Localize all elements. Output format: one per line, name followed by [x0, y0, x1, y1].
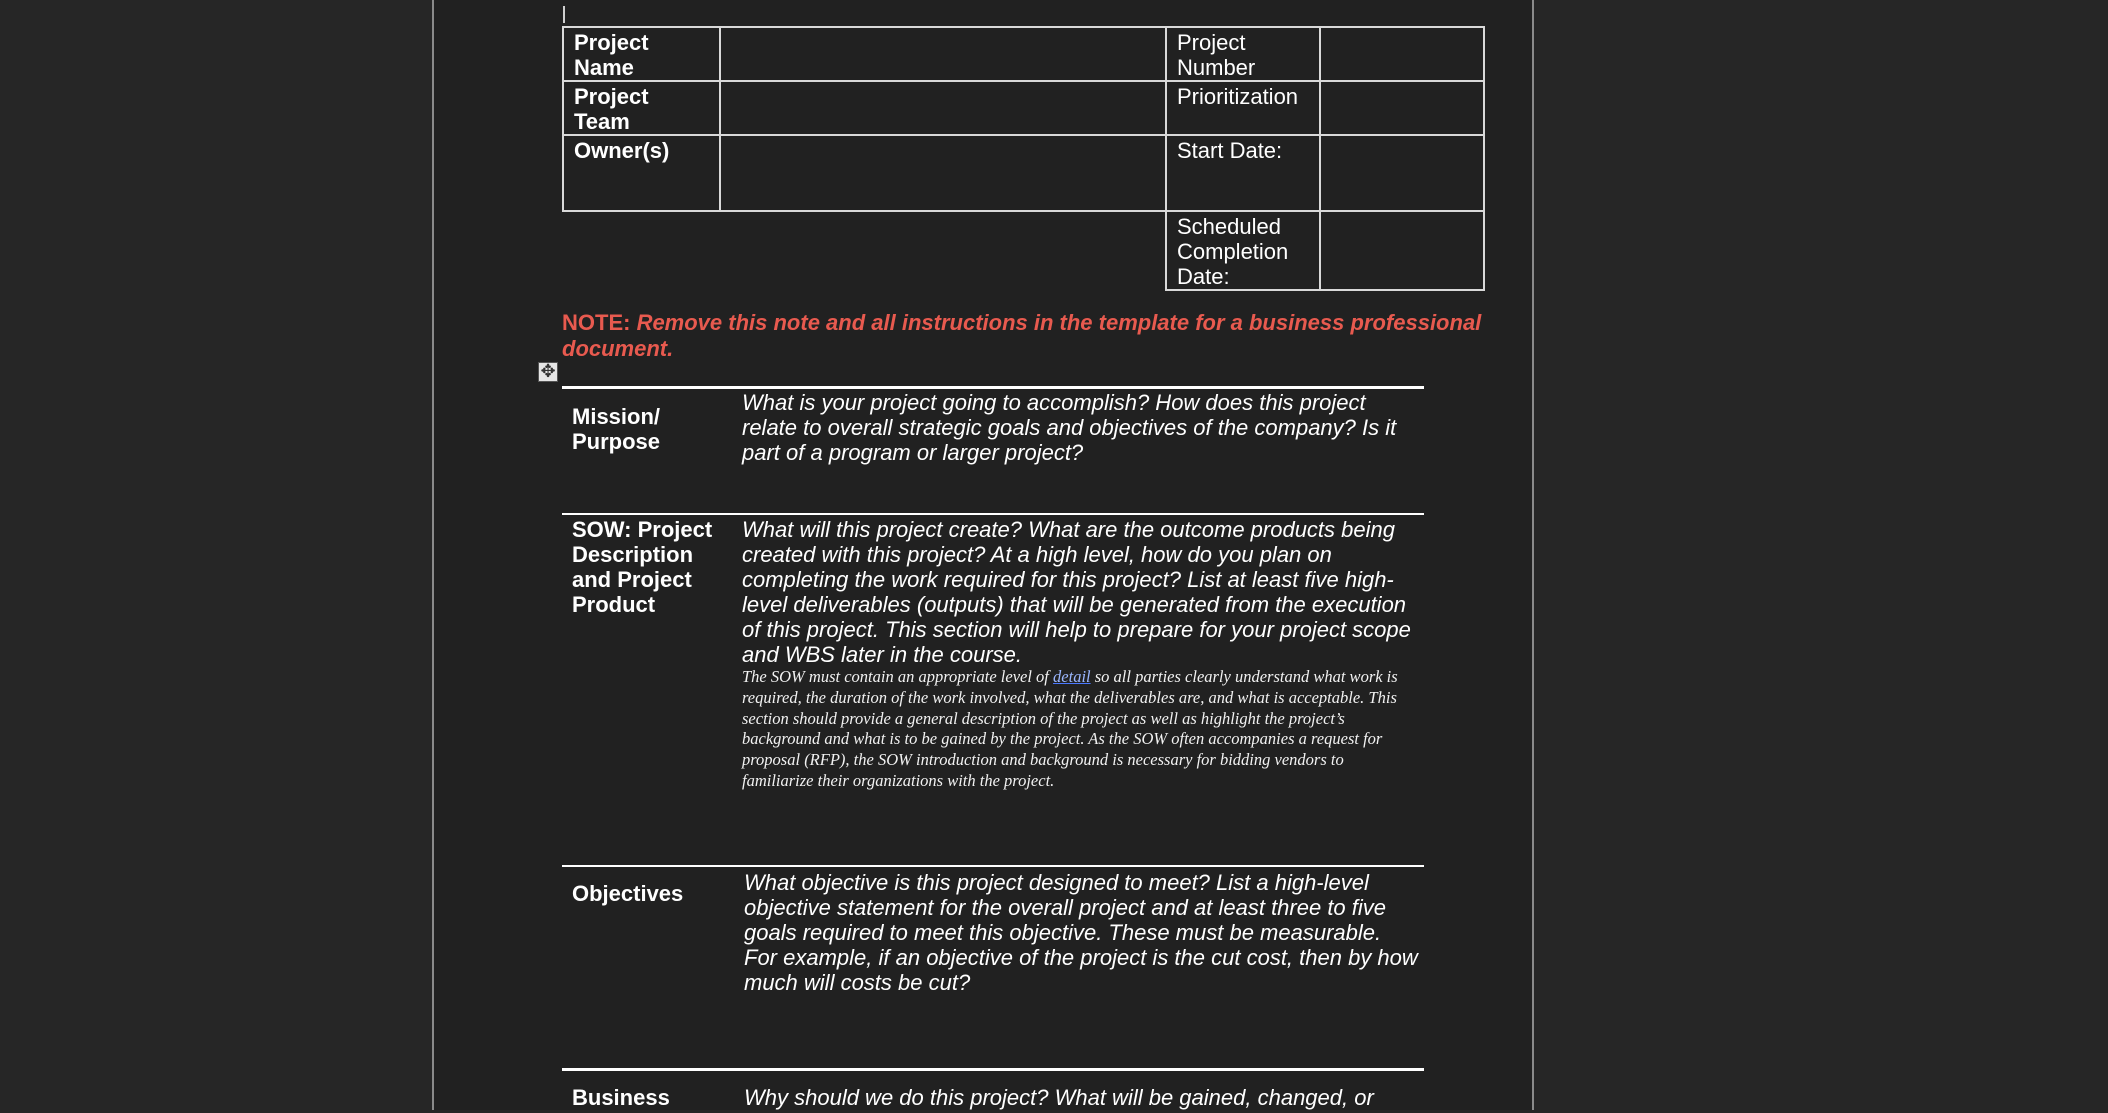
sow-detail-before: The SOW must contain an appropriate level of: [742, 667, 1054, 686]
table-move-handle-icon[interactable]: ✥: [538, 362, 558, 382]
objectives-label: Objectives: [572, 881, 684, 906]
sow-section: [562, 513, 1424, 867]
project-team-label: Project Team: [563, 81, 720, 135]
start-date-label: Start Date:: [1166, 135, 1320, 211]
project-info-table: [562, 26, 1485, 291]
project-number-label: Project Number: [1166, 27, 1320, 81]
objectives-text[interactable]: What objective is this project designed to meet? List a high-level objective statement for the overall project and at least three to five goals required to meet this objective. These must be measurable. For example, if an objective of the project is the cut cost, then by how much will costs be cut?: [744, 870, 1418, 995]
text-cursor: [563, 6, 565, 23]
mission-section: [562, 386, 1424, 515]
owners-cell[interactable]: [720, 135, 1166, 211]
owners-label: Owner(s): [563, 135, 720, 211]
empty-cell: [720, 211, 1166, 290]
project-name-label: Project Name: [563, 27, 720, 81]
note-prefix: NOTE:: [562, 310, 637, 335]
project-team-cell[interactable]: [720, 81, 1166, 135]
sow-label: SOW: Project Description and Project Product: [572, 517, 713, 617]
project-number-cell[interactable]: [1320, 27, 1484, 81]
mission-text[interactable]: What is your project going to accomplish? How does this project relate to overall strategic goals and objectives of the company? Is it part of a program or larger project?: [742, 390, 1397, 465]
empty-cell: [563, 211, 720, 290]
business-text[interactable]: Why should we do this project? What will be gained, changed, or: [744, 1085, 1374, 1110]
sow-text[interactable]: What will this project create? What are the outcome products being created with this project? At a high level, how do you plan on completing the work required for this project? List at least five high-level deliverables (outputs) that will be generated from the execution of this project. This section will help to prepare for your project scope and WBS later in the course.: [742, 517, 1411, 667]
business-section: [562, 1068, 1424, 1113]
prioritization-cell[interactable]: [1320, 81, 1484, 135]
scheduled-completion-cell[interactable]: [1320, 211, 1484, 290]
scheduled-completion-label: Scheduled Completion Date:: [1166, 211, 1320, 290]
sow-detail-after: so all parties clearly understand what work is required, the duration of the work involved, what the deliverables are, and what is acceptable. This section should provide a general description of the project as well as highlight the project’s background and what is to be gained by the project. As the SOW often accompanies a request for proposal (RFP), the SOW introduction and background is necessary for bidding vendors to familiarize their organizations with the project.: [742, 667, 1398, 790]
mission-label: Mission/ Purpose: [572, 404, 661, 454]
project-name-cell[interactable]: [720, 27, 1166, 81]
business-label: Business: [572, 1085, 670, 1110]
prioritization-label: Prioritization: [1166, 81, 1320, 135]
start-date-cell[interactable]: [1320, 135, 1484, 211]
note-text: Remove this note and all instructions in the template for a business professional document.: [562, 310, 1482, 361]
template-note: [562, 310, 1492, 362]
sow-detail-link[interactable]: detail: [1053, 667, 1091, 686]
sow-detail-text[interactable]: [742, 667, 1412, 792]
objectives-section: [562, 865, 1424, 1071]
